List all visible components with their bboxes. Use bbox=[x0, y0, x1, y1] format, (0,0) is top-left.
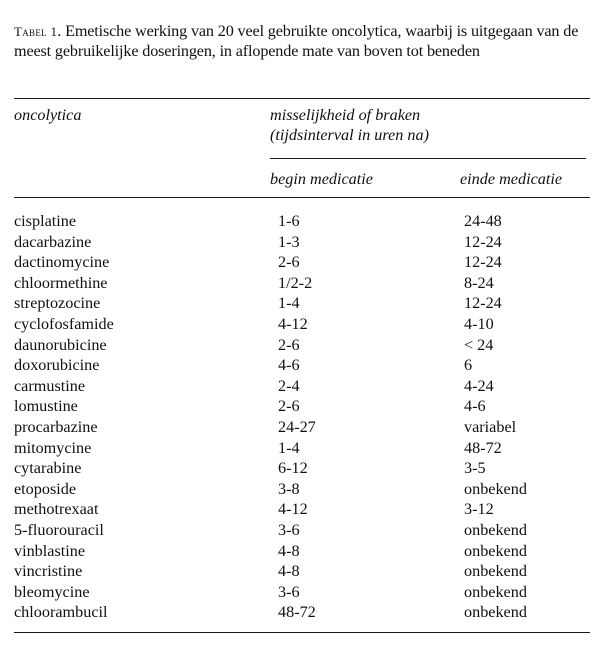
cell-begin: 2-6 bbox=[278, 253, 300, 272]
cell-einde: 3-5 bbox=[464, 459, 486, 478]
cell-begin: 1-4 bbox=[278, 294, 300, 313]
table-body bbox=[14, 211, 594, 623]
cell-einde: 8-24 bbox=[464, 273, 494, 292]
cell-drug: vincristine bbox=[14, 562, 83, 581]
cell-drug: chloorambucil bbox=[14, 603, 108, 622]
cell-drug: dactinomycine bbox=[14, 253, 110, 272]
cell-begin: 3-8 bbox=[278, 479, 300, 498]
cell-begin: 2-6 bbox=[278, 335, 300, 354]
cell-begin: 6-12 bbox=[278, 459, 308, 478]
cell-drug: chloormethine bbox=[14, 273, 108, 292]
header-group-line1: misselijkheid of braken bbox=[270, 106, 421, 124]
cell-begin: 1/2-2 bbox=[278, 273, 313, 292]
table-row bbox=[14, 499, 594, 520]
header-oncolytica: oncolytica bbox=[14, 106, 82, 124]
table-row bbox=[14, 293, 594, 314]
table-row bbox=[14, 232, 594, 253]
cell-einde: 4-10 bbox=[464, 314, 494, 333]
cell-einde: 4-6 bbox=[464, 397, 486, 416]
cell-drug: mitomycine bbox=[14, 438, 92, 457]
table-row bbox=[14, 582, 594, 603]
table-row bbox=[14, 335, 594, 356]
cell-drug: procarbazine bbox=[14, 417, 98, 436]
cell-drug: 5-fluorouracil bbox=[14, 520, 104, 539]
cell-begin: 24-27 bbox=[278, 417, 316, 436]
header-group-line2: (tijdsinterval in uren na) bbox=[270, 126, 430, 144]
cell-einde: 12-24 bbox=[464, 294, 502, 313]
table-row bbox=[14, 438, 594, 459]
table-caption bbox=[14, 22, 592, 60]
table-row bbox=[14, 314, 594, 335]
cell-drug: carmustine bbox=[14, 376, 86, 395]
table-row bbox=[14, 458, 594, 479]
cell-begin: 4-8 bbox=[278, 562, 300, 581]
cell-einde: onbekend bbox=[464, 479, 527, 498]
caption-label: Tabel 1 bbox=[14, 24, 58, 39]
cell-drug: daunorubicine bbox=[14, 335, 107, 354]
cell-begin: 1-4 bbox=[278, 438, 300, 457]
cell-einde: < 24 bbox=[464, 335, 494, 354]
table-row bbox=[14, 479, 594, 500]
header-begin-medicatie: begin medicatie bbox=[270, 170, 373, 188]
cell-drug: cisplatine bbox=[14, 212, 77, 230]
table-row bbox=[14, 520, 594, 541]
table-row bbox=[14, 273, 594, 294]
cell-einde: onbekend bbox=[464, 603, 527, 622]
cell-begin: 1-6 bbox=[278, 212, 300, 230]
cell-begin: 1-3 bbox=[278, 232, 300, 251]
table-row bbox=[14, 211, 594, 232]
cell-drug: methotrexaat bbox=[14, 500, 99, 519]
cell-begin: 4-8 bbox=[278, 541, 300, 560]
cell-drug: doxorubicine bbox=[14, 356, 100, 375]
cell-einde: 3-12 bbox=[464, 500, 494, 519]
bottom-rule bbox=[14, 632, 590, 633]
cell-einde: 24-48 bbox=[464, 212, 502, 230]
table-row bbox=[14, 417, 594, 438]
header-einde-medicatie: einde medicatie bbox=[460, 170, 563, 188]
cell-drug: lomustine bbox=[14, 397, 78, 416]
cell-drug: streptozocine bbox=[14, 294, 101, 313]
table-row bbox=[14, 541, 594, 562]
caption-text: . Emetische werking van 20 veel gebruikte oncolytica, waarbij is uitgegaan van de meest gebruikelijke doseringen, in aflopende mate van boven tot beneden bbox=[14, 22, 579, 60]
cell-begin: 3-6 bbox=[278, 520, 300, 539]
cell-begin: 2-4 bbox=[278, 376, 300, 395]
cell-einde: onbekend bbox=[464, 520, 527, 539]
table-row bbox=[14, 396, 594, 417]
cell-drug: cyclofosfamide bbox=[14, 314, 114, 333]
cell-einde: onbekend bbox=[464, 541, 527, 560]
cell-begin: 48-72 bbox=[278, 603, 316, 622]
cell-drug: etoposide bbox=[14, 479, 77, 498]
cell-begin: 4-12 bbox=[278, 500, 308, 519]
cell-einde: onbekend bbox=[464, 582, 527, 601]
table-row bbox=[14, 252, 594, 273]
table-row bbox=[14, 561, 594, 582]
table-row bbox=[14, 376, 594, 397]
cell-einde: 6 bbox=[464, 356, 473, 375]
cell-begin: 2-6 bbox=[278, 397, 300, 416]
cell-drug: cytarabine bbox=[14, 459, 82, 478]
cell-drug: dacarbazine bbox=[14, 232, 92, 251]
cell-begin: 3-6 bbox=[278, 582, 300, 601]
header-bottom-rule bbox=[14, 197, 590, 198]
cell-begin: 4-12 bbox=[278, 314, 308, 333]
header-group-rule bbox=[270, 158, 586, 159]
top-rule bbox=[14, 98, 590, 99]
cell-einde: 48-72 bbox=[464, 438, 502, 457]
cell-begin: 4-6 bbox=[278, 356, 300, 375]
cell-einde: 4-24 bbox=[464, 376, 494, 395]
cell-einde: 12-24 bbox=[464, 253, 502, 272]
cell-drug: bleomycine bbox=[14, 582, 90, 601]
cell-drug: vinblastine bbox=[14, 541, 86, 560]
cell-einde: 12-24 bbox=[464, 232, 502, 251]
table-row bbox=[14, 355, 594, 376]
cell-einde: variabel bbox=[464, 417, 517, 436]
cell-einde: onbekend bbox=[464, 562, 527, 581]
table-row bbox=[14, 602, 594, 623]
